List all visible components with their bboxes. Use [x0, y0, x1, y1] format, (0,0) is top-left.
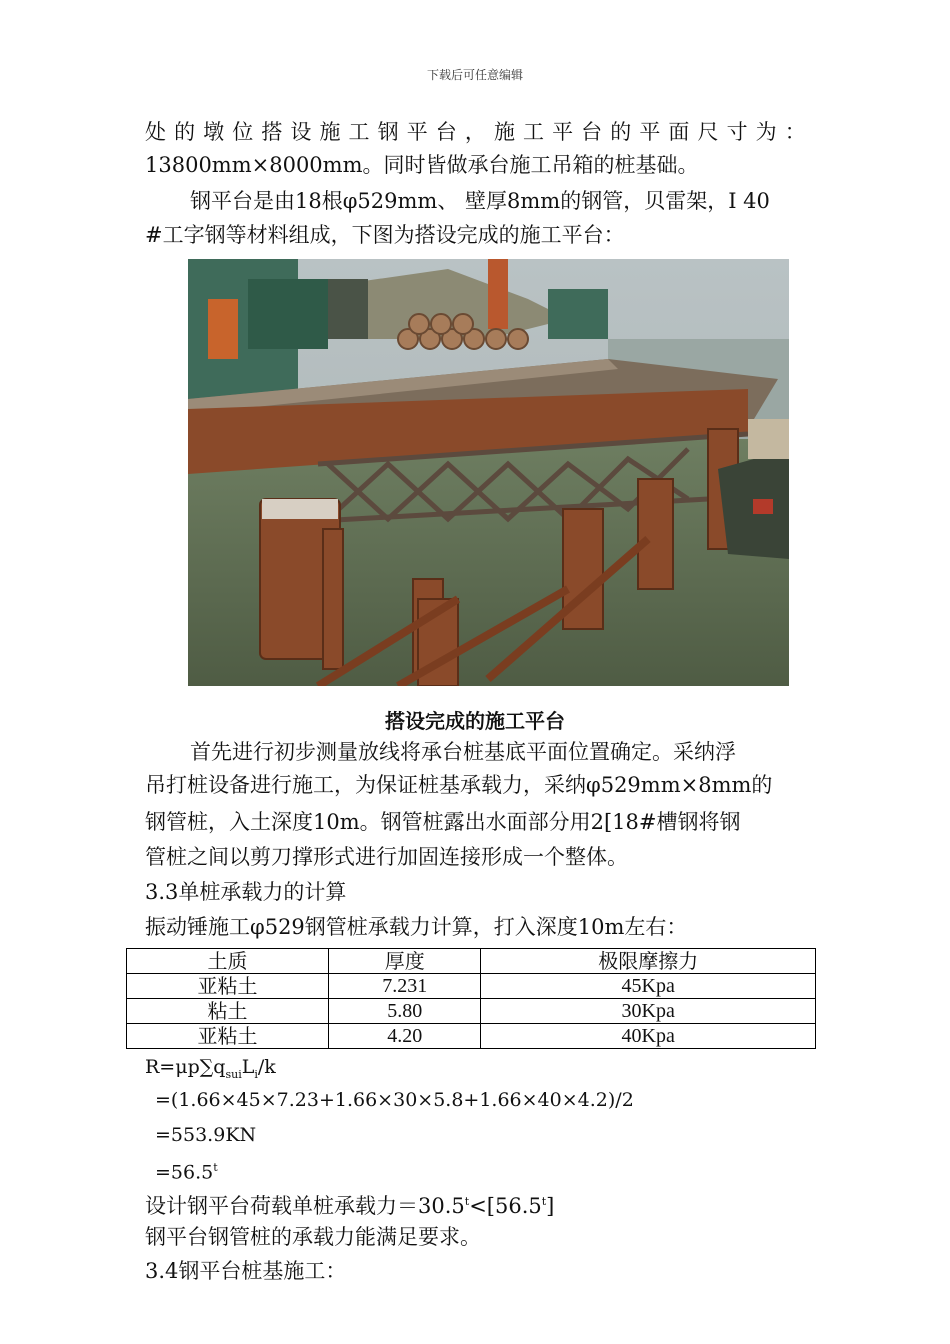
table-cell: 40Kpa: [481, 1024, 816, 1049]
justified-char: 工: [523, 120, 545, 144]
table-header-cell: 厚度: [329, 949, 481, 974]
formula-line-3: =553.9KN: [155, 1124, 257, 1146]
justified-char: 工: [348, 120, 370, 144]
justified-char: 为: [755, 120, 777, 144]
table-cell: 45Kpa: [481, 974, 816, 999]
table-row: [127, 974, 816, 999]
section-heading-3-4: 3.4钢平台桩基施工：: [145, 1259, 347, 1283]
justified-char: 搭: [261, 120, 283, 144]
justified-char: 台: [435, 120, 457, 144]
table-header-row: [127, 949, 816, 974]
paragraph-1-line-1: [145, 117, 806, 147]
justified-char: 面: [668, 120, 690, 144]
table-cell: 4.20: [329, 1024, 481, 1049]
justified-char: 处: [145, 120, 166, 144]
justified-char: 台: [581, 120, 603, 144]
soil-friction-table: [126, 948, 816, 1049]
photo-caption: 搭设完成的施工平台: [385, 709, 565, 733]
justified-char: 平: [406, 120, 428, 144]
justified-char: 设: [290, 120, 312, 144]
justified-char: 平: [639, 120, 661, 144]
paragraph-3-line-1: 首先进行初步测量放线将承台桩基底平面位置确定。采纳浮: [190, 740, 736, 764]
table-header-cell: 极限摩擦力: [481, 949, 816, 974]
justified-char: 施: [493, 120, 515, 144]
justified-char: ：: [784, 120, 806, 144]
table-cell: 5.80: [329, 999, 481, 1024]
conclusion-line-1: 设计钢平台荷载单桩承载力$=30.5^t<[56.5^t]$: [145, 1194, 555, 1218]
table-cell: 7.231: [329, 974, 481, 999]
table-cell: 30Kpa: [481, 999, 816, 1024]
paragraph-4: 振动锤施工φ529钢管桩承载力计算，打入深度10m左右：: [145, 915, 688, 939]
paragraph-3-line-3: 钢管桩，入土深度10m。钢管桩露出水面部分用2[18#槽钢将钢: [145, 810, 741, 834]
justified-char: 尺: [697, 120, 719, 144]
justified-char: 的: [174, 120, 196, 144]
section-heading-3-3: 3.3单桩承载力的计算: [145, 880, 347, 904]
table-header-cell: 土质: [127, 949, 329, 974]
table-row: [127, 999, 816, 1024]
paragraph-3-line-2: 吊打桩设备进行施工，为保证桩基承载力，采纳φ529mm×8mm的: [145, 773, 773, 797]
justified-char: 施: [319, 120, 341, 144]
table-cell: 粘土: [127, 999, 329, 1024]
justified-char: 钢: [377, 120, 399, 144]
formula-line-1: $R=\mu p\sum q_{sui}L_i/k$: [145, 1056, 276, 1081]
justified-char: 平: [552, 120, 574, 144]
construction-platform-photo: [188, 259, 789, 686]
paragraph-1-line-2: 13800mm×8000mm。同时皆做承台施工吊箱的桩基础。: [145, 153, 699, 177]
formula-line-4: $=56.5^t$: [155, 1161, 218, 1184]
formula-line-2: =(1.66×45×7.23+1.66×30×5.8+1.66×40×4.2)/2: [155, 1089, 634, 1111]
justified-char: 位: [232, 120, 254, 144]
justified-char: 寸: [726, 120, 748, 144]
page-header: 下载后可任意编辑: [426, 68, 523, 82]
table-cell: 亚粘土: [127, 1024, 329, 1049]
table-row: [127, 1024, 816, 1049]
table-cell: 亚粘土: [127, 974, 329, 999]
paragraph-3-line-4: 管桩之间以剪刀撑形式进行加固连接形成一个整体。: [145, 845, 628, 869]
justified-char: 墩: [203, 120, 225, 144]
justified-char: ，: [464, 120, 486, 144]
justified-char: 的: [610, 120, 632, 144]
conclusion-line-2: 钢平台钢管桩的承载力能满足要求。: [145, 1225, 481, 1249]
paragraph-2-line-1: 钢平台是由18根φ529mm、 壁厚8mm的钢管，贝雷架，I 40: [190, 189, 770, 213]
paragraph-2-line-2: #工字钢等材料组成，下图为搭设完成的施工平台：: [145, 223, 625, 247]
